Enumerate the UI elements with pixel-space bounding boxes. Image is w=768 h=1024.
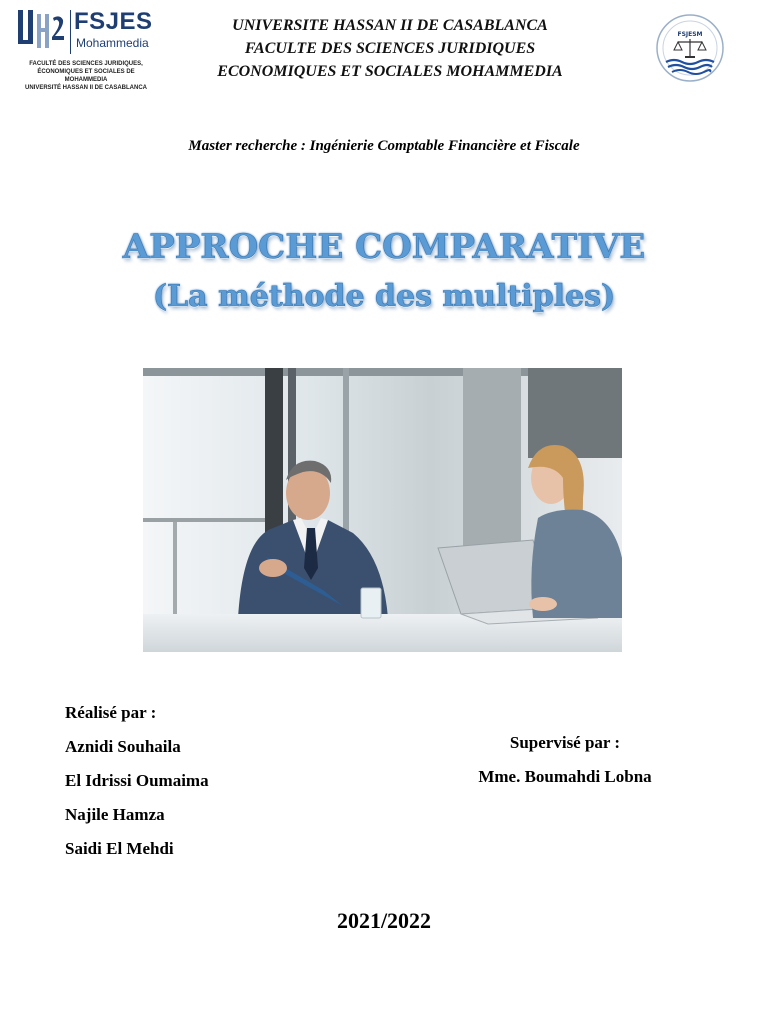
- logo-brand: FSJES: [74, 8, 153, 35]
- authors-list: [65, 736, 209, 872]
- header-line: UNIVERSITE HASSAN II DE CASABLANCA: [232, 17, 548, 34]
- fsjes-logo: [16, 6, 156, 92]
- title-line-2: (La méthode des multiples): [152, 279, 616, 314]
- supervise-label: Supervisé par :: [509, 733, 621, 752]
- title-line-1: APPROCHE COMPARATIVE: [122, 227, 646, 267]
- business-meeting-photo: [143, 368, 622, 652]
- master-program: Master recherche : Ingénierie Comptable Financière et Fiscale: [188, 138, 580, 154]
- author-name: El Idrissi Oumaima: [65, 771, 209, 790]
- logo-divider: [70, 10, 71, 54]
- header-line: ECONOMIQUES ET SOCIALES MOHAMMEDIA: [217, 63, 563, 80]
- author-name: Saidi El Mehdi: [65, 839, 174, 858]
- logo-subtitle: FACULTÉ DES SCIENCES JURIDIQUES, ÉCONOMIQUES ET SOCIALES DE MOHAMMEDIA UNIVERSITÉ HASSAN II DE CASABLANCA: [24, 61, 147, 91]
- realise-label: Réalisé par :: [65, 703, 157, 722]
- supervisor-block: [440, 732, 690, 800]
- document-title: [0, 222, 768, 322]
- academic-year: 2021/2022: [336, 908, 432, 933]
- svg-text:FSJESM: FSJESM: [677, 31, 703, 38]
- logo-city: Mohammedia: [76, 36, 149, 50]
- supervisor-name: Mme. Boumahdi Lobna: [478, 767, 652, 786]
- uh2-logo-icon: [16, 6, 68, 54]
- university-header: [170, 14, 610, 83]
- header-line: FACULTE DES SCIENCES JURIDIQUES: [244, 40, 536, 57]
- author-name: Najile Hamza: [65, 805, 165, 824]
- fsjesm-seal-icon: [654, 12, 726, 88]
- author-name: Aznidi Souhaila: [65, 737, 181, 756]
